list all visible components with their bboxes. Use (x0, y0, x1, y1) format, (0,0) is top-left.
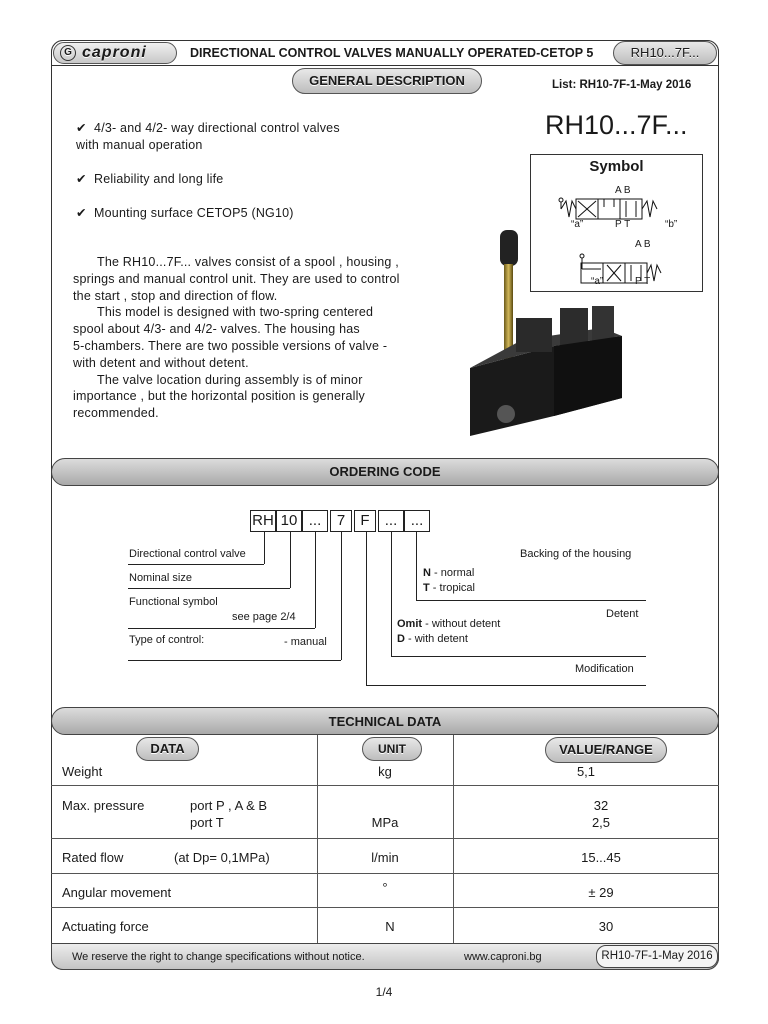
header-value-range: VALUE/RANGE (545, 737, 667, 763)
row-separator (51, 838, 719, 839)
symbol2-ab-label: A B (635, 239, 651, 250)
feature-item: ✔ 4/3- and 4/2- way directional control valves (76, 121, 340, 135)
row-angular-unit: ° (382, 880, 388, 895)
feature-item: ✔ Reliability and long life (76, 172, 224, 186)
brand-logo (53, 42, 177, 64)
symbol2-a-label: “a” (591, 276, 604, 287)
technical-data-title: TECHNICAL DATA (51, 707, 719, 735)
label-see-page: see page 2/4 (232, 611, 296, 623)
leader-line (366, 532, 367, 685)
footer-website[interactable]: www.caproni.bg (464, 951, 542, 963)
header-unit: UNIT (362, 737, 422, 761)
footer-doc-code: RH10-7F-1-May 2016 (596, 945, 718, 968)
row-angular-value: ± 29 (588, 885, 614, 900)
code-cell-backing: ... (404, 510, 430, 532)
page-number: 1/4 (375, 985, 393, 999)
leader-line (366, 685, 646, 686)
label-nominal-size: Nominal size (129, 572, 192, 584)
check-icon: ✔ (76, 172, 87, 186)
check-icon: ✔ (76, 121, 87, 135)
leader-line (128, 588, 290, 589)
row-pressure-sub1: port P , A & B (190, 798, 268, 813)
option-normal: N - normal (423, 567, 475, 579)
leader-line (315, 532, 316, 628)
label-directional-valve: Directional control valve (129, 548, 246, 560)
ordering-code-title: ORDERING CODE (51, 458, 719, 486)
general-description-title: GENERAL DESCRIPTION (292, 68, 482, 94)
leader-line (290, 532, 291, 588)
row-angular-label: Angular movement (62, 885, 172, 900)
leader-line (128, 564, 264, 565)
code-cell-control: 7 (330, 510, 352, 532)
row-separator (51, 907, 719, 908)
row-pressure-unit: MPa (371, 815, 399, 830)
row-force-unit: N (385, 919, 395, 934)
code-cell-size: 10 (276, 510, 302, 532)
row-pressure-label: Max. pressure (62, 798, 145, 813)
label-modification: Modification (575, 663, 634, 675)
logo-emblem-icon: G (60, 45, 76, 61)
row-weight-unit: kg (378, 764, 392, 779)
feature-item-continued: with manual operation (76, 138, 203, 152)
row-force-value: 30 (598, 919, 614, 934)
label-type-of-control: Type of control: (129, 634, 205, 646)
feature-item: ✔ Mounting surface CETOP5 (NG10) (76, 206, 294, 220)
symbol-title: Symbol (589, 158, 644, 175)
header-data: DATA (136, 737, 199, 761)
row-separator (51, 873, 719, 874)
row-flow-label: Rated flow (62, 850, 124, 865)
list-reference: List: RH10-7F-1-May 2016 (552, 79, 692, 91)
leader-line (128, 628, 315, 629)
label-functional-symbol: Functional symbol (129, 596, 218, 608)
label-backing: Backing of the housing (520, 548, 632, 560)
row-weight-label: Weight (62, 764, 103, 779)
symbol-a-label: “a” (571, 219, 584, 230)
leader-line (341, 532, 342, 660)
header-title: DIRECTIONAL CONTROL VALVES MANUALLY OPERATED-CETOP 5 (190, 46, 594, 60)
check-icon: ✔ (76, 206, 87, 220)
description-paragraph: The RH10...7F... valves consist of a spool , housing , springs and manual control unit. They are used to control the start , stop and direction of flow. This model is designed with two-spring centered spool about 4/3- and 4/2- valves. The housing has 5-chambers. There are two possible versions of valve - with detent and without detent. The valve location during assembly is of minor importance , but the horizontal position is generally recommended. (73, 255, 400, 421)
row-weight-value: 5,1 (576, 764, 596, 779)
leader-line (264, 532, 265, 564)
leader-line (391, 532, 392, 656)
row-pressure-value2: 2,5 (591, 815, 611, 830)
valve-product-image (462, 228, 628, 440)
leader-line (416, 600, 646, 601)
symbol-pt-label: P T (615, 219, 631, 230)
row-separator (51, 785, 719, 786)
row-flow-condition: (at Dp= 0,1MPa) (174, 850, 270, 865)
leader-line (416, 532, 417, 600)
footer-notice: We reserve the right to change specifications without notice. (72, 951, 365, 963)
code-cell-function: ... (302, 510, 328, 532)
symbol-ab-label: A B (615, 185, 631, 196)
leader-line (391, 656, 646, 657)
symbol2-pt-label: P T (635, 276, 651, 287)
symbol-b-label: “b” (665, 219, 678, 230)
label-manual: - manual (284, 636, 327, 648)
option-with-detent: D - with detent (397, 633, 468, 645)
option-without-detent: Omit - without detent (397, 618, 501, 630)
leader-line (128, 660, 341, 661)
row-flow-value: 15...45 (581, 850, 621, 865)
row-flow-unit: l/min (371, 850, 399, 865)
code-cell-series: RH (250, 510, 276, 532)
option-tropical: T - tropical (423, 582, 475, 594)
row-pressure-sub2: port T (190, 815, 224, 830)
header-code: RH10...7F... (613, 41, 717, 65)
model-heading: RH10...7F... (545, 110, 688, 140)
row-pressure-value1: 32 (593, 798, 609, 813)
code-cell-detent: ... (378, 510, 404, 532)
brand-name: caproni (82, 44, 147, 61)
row-force-label: Actuating force (62, 919, 149, 934)
label-detent: Detent (606, 608, 639, 620)
code-cell-type: F (354, 510, 376, 532)
